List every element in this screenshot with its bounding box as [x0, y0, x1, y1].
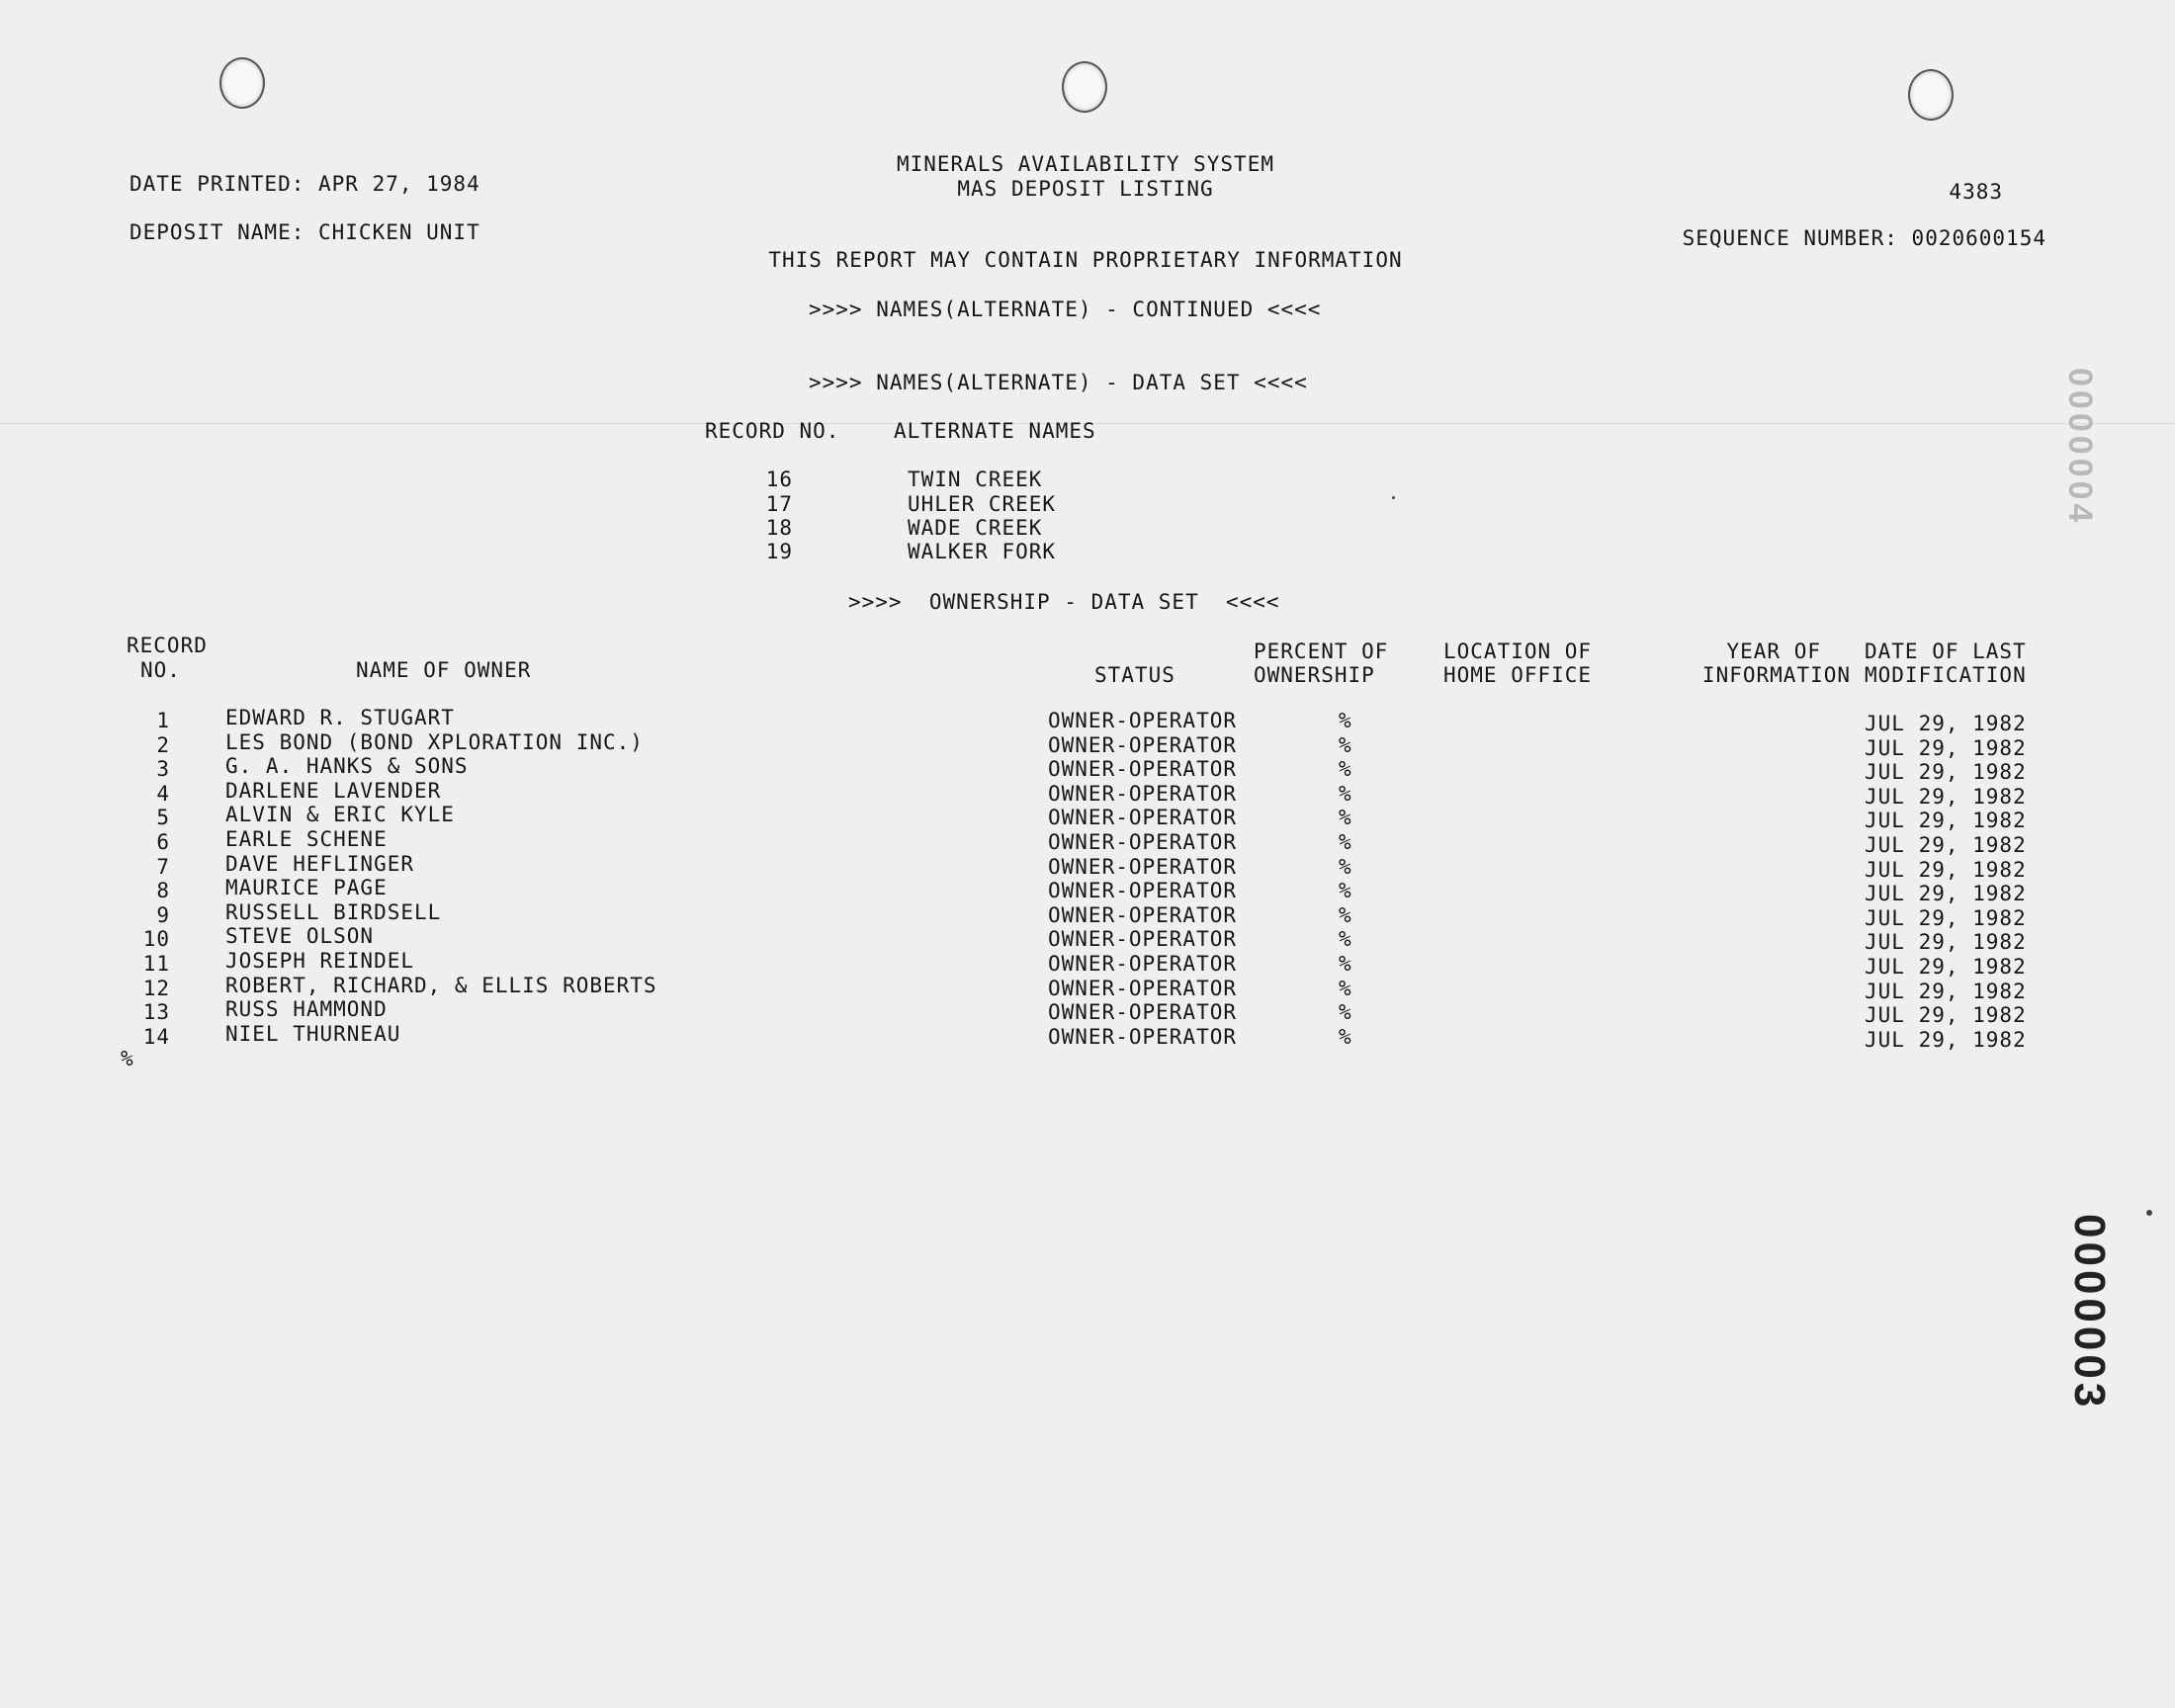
owner-status: OWNER-OPERATOR: [1048, 1024, 1238, 1049]
owner-percent: %: [1339, 902, 1352, 927]
owner-date-modified: JUL 29, 1982: [1865, 882, 2027, 906]
owner-record-no: 13: [142, 1000, 170, 1025]
table-trailer: %: [121, 1047, 134, 1070]
owner-percent: %: [1339, 1000, 1352, 1025]
alt-name: WADE CREEK: [908, 516, 1043, 540]
owner-name: G. A. HANKS & SONS: [225, 754, 469, 779]
col-percent: PERCENT OF: [1254, 640, 1389, 663]
owner-name: ALVIN & ERIC KYLE: [225, 803, 455, 827]
punch-hole-left: [219, 57, 265, 109]
owner-name: MAURICE PAGE: [225, 876, 388, 900]
col-year: YEAR OF: [1726, 640, 1821, 663]
owner-percent: %: [1339, 781, 1352, 806]
page-number: 4383: [1949, 180, 2003, 204]
col-date-last: DATE OF LAST: [1865, 640, 2027, 663]
owner-date-modified: JUL 29, 1982: [1865, 955, 2027, 979]
owner-record-no: 1: [156, 709, 170, 732]
scan-speck: [2146, 1210, 2152, 1216]
date-printed: DATE PRINTED: APR 27, 1984: [130, 172, 480, 196]
owner-date-modified: JUL 29, 1982: [1865, 1003, 2027, 1028]
owner-date-modified: JUL 29, 1982: [1865, 809, 2027, 833]
owner-status: OWNER-OPERATOR: [1048, 902, 1238, 927]
listing-title: MAS DEPOSIT LISTING: [957, 177, 1214, 201]
owner-name: EARLE SCHENE: [225, 827, 388, 851]
owner-name: RUSSELL BIRDSELL: [225, 899, 442, 924]
owner-status: OWNER-OPERATOR: [1048, 732, 1238, 757]
owner-name: STEVE OLSON: [225, 924, 375, 949]
owner-record-no: 10: [142, 927, 170, 952]
owner-percent: %: [1339, 952, 1352, 976]
alt-name-record-no: 17: [765, 492, 793, 516]
owner-date-modified: JUL 29, 1982: [1865, 833, 2027, 857]
alt-name-record-no: 19: [765, 540, 793, 563]
owner-name: NIEL THURNEAU: [225, 1021, 401, 1046]
owner-date-modified: JUL 29, 1982: [1865, 979, 2027, 1003]
owner-percent: %: [1339, 854, 1352, 879]
owner-name: DAVE HEFLINGER: [225, 851, 415, 876]
owner-percent: %: [1339, 757, 1352, 782]
owner-record-no: 4: [156, 781, 170, 806]
owner-record-no: 6: [156, 830, 170, 854]
sequence-number: SEQUENCE NUMBER: 0020600154: [1682, 226, 2046, 250]
alt-name: TWIN CREEK: [908, 468, 1043, 491]
owner-status: OWNER-OPERATOR: [1048, 976, 1238, 1000]
col-ownership: OWNERSHIP: [1254, 663, 1375, 687]
punch-hole-right: [1908, 69, 1954, 121]
owner-record-no: 12: [142, 976, 170, 1000]
owner-record-no: 7: [156, 854, 170, 879]
frame-number-stamp: 0000003: [2065, 1214, 2114, 1411]
owner-record-no: 2: [156, 732, 170, 757]
col-information: INFORMATION: [1701, 663, 1851, 687]
alt-names-col-name: ALTERNATE NAMES: [894, 419, 1096, 443]
deposit-name: DEPOSIT NAME: CHICKEN UNIT: [130, 220, 480, 244]
owner-name: EDWARD R. STUGART: [225, 706, 455, 729]
owner-record-no: 3: [156, 757, 170, 782]
col-home-office: HOME OFFICE: [1443, 663, 1593, 687]
owner-record-no: 14: [142, 1024, 170, 1049]
owner-percent: %: [1339, 732, 1352, 757]
owner-name: RUSS HAMMOND: [225, 997, 388, 1022]
owner-record-no: 9: [156, 902, 170, 927]
col-record-no: NO.: [140, 658, 181, 682]
owner-date-modified: JUL 29, 1982: [1865, 1027, 2027, 1052]
owner-percent: %: [1339, 830, 1352, 854]
owner-percent: %: [1339, 806, 1352, 830]
alt-names-dataset-heading: >>>> NAMES(ALTERNATE) - DATA SET <<<<: [809, 371, 1308, 394]
owner-name: JOSEPH REINDEL: [225, 949, 415, 973]
owner-status: OWNER-OPERATOR: [1048, 1000, 1238, 1025]
system-title: MINERALS AVAILABILITY SYSTEM: [896, 152, 1274, 176]
owner-status: OWNER-OPERATOR: [1048, 952, 1238, 976]
alt-names-continued-heading: >>>> NAMES(ALTERNATE) - CONTINUED <<<<: [809, 298, 1322, 321]
owner-percent: %: [1339, 1024, 1352, 1049]
owner-date-modified: JUL 29, 1982: [1865, 735, 2027, 760]
col-status: STATUS: [1094, 663, 1175, 687]
owner-name: DARLENE LAVENDER: [225, 778, 442, 803]
owner-status: OWNER-OPERATOR: [1048, 806, 1238, 830]
owner-date-modified: JUL 29, 1982: [1865, 930, 2027, 955]
owner-percent: %: [1339, 879, 1352, 903]
punch-hole-center: [1062, 61, 1107, 113]
scan-speck: [1392, 496, 1395, 499]
owner-date-modified: JUL 29, 1982: [1865, 760, 2027, 785]
frame-number-stamp-faint: 0000004: [2061, 368, 2099, 527]
owner-status: OWNER-OPERATOR: [1048, 830, 1238, 854]
owner-record-no: 11: [142, 952, 170, 976]
owner-date-modified: JUL 29, 1982: [1865, 712, 2027, 735]
ownership-heading: >>>> OWNERSHIP - DATA SET <<<<: [848, 590, 1280, 614]
owner-status: OWNER-OPERATOR: [1048, 879, 1238, 903]
col-modification: MODIFICATION: [1865, 663, 2027, 687]
owner-date-modified: JUL 29, 1982: [1865, 857, 2027, 882]
owner-status: OWNER-OPERATOR: [1048, 854, 1238, 879]
owner-date-modified: JUL 29, 1982: [1865, 784, 2027, 809]
col-record: RECORD: [127, 634, 208, 657]
owner-name: LES BOND (BOND XPLORATION INC.): [225, 729, 644, 754]
proprietary-notice: THIS REPORT MAY CONTAIN PROPRIETARY INFORMATION: [768, 248, 1403, 272]
col-owner-name: NAME OF OWNER: [356, 658, 532, 682]
owner-percent: %: [1339, 927, 1352, 952]
col-location: LOCATION OF: [1443, 640, 1593, 663]
alt-name: WALKER FORK: [908, 540, 1057, 563]
owner-percent: %: [1339, 709, 1352, 732]
owner-record-no: 8: [156, 879, 170, 903]
owner-percent: %: [1339, 976, 1352, 1000]
owner-record-no: 5: [156, 806, 170, 830]
alt-names-col-record: RECORD NO.: [705, 419, 840, 443]
owner-date-modified: JUL 29, 1982: [1865, 905, 2027, 930]
owner-status: OWNER-OPERATOR: [1048, 781, 1238, 806]
alt-name: UHLER CREEK: [908, 492, 1057, 516]
owner-status: OWNER-OPERATOR: [1048, 927, 1238, 952]
owner-status: OWNER-OPERATOR: [1048, 757, 1238, 782]
alt-name-record-no: 16: [765, 468, 793, 491]
alt-name-record-no: 18: [765, 516, 793, 540]
owner-status: OWNER-OPERATOR: [1048, 709, 1238, 732]
owner-name: ROBERT, RICHARD, & ELLIS ROBERTS: [225, 973, 657, 997]
